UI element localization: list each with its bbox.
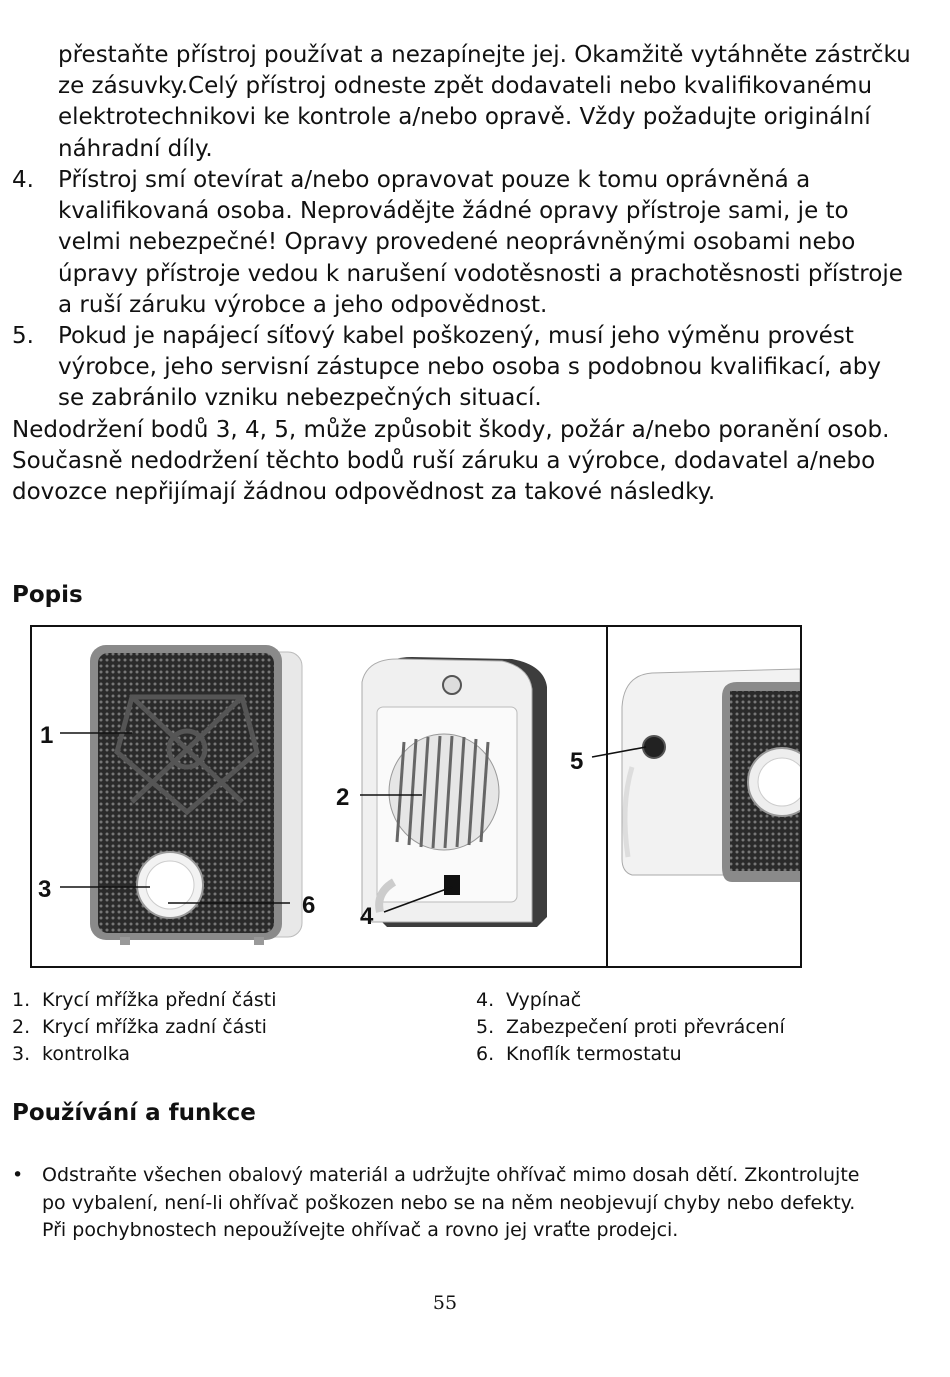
item-number: 5. [12,323,34,349]
legend-item: 3. kontrolka [12,1043,131,1065]
section-heading-description: Popis [12,582,83,608]
callout-1: 1 [40,722,54,749]
legend-item: 2. Krycí mřížka zadní části [12,1016,267,1038]
section-heading-usage: Používání a funkce [12,1100,256,1126]
item-text: Pokud je napájecí síťový kabel poškozený, musí jeho výměnu provést výrobce, jeho servisní zástupce nebo osoba s podobnou kvalifikací, aby se zabránilo vzniku nebezpečných situací. [58,323,881,412]
callout-4: 4 [360,903,374,930]
legend-left [12,987,277,1068]
front-heater-image [90,645,302,945]
bullet-icon: • [12,1164,24,1186]
callout-2: 2 [336,784,350,811]
back-heater-image [362,657,547,927]
callout-3: 3 [38,876,52,903]
callout-5: 5 [570,748,584,775]
continuation-paragraph: přestaňte přístroj používat a nezapínejte jej. Okamžitě vytáhněte zástrčku ze zásuvky.Celý přístroj odneste zpět dodavateli nebo kvalifikovanému elektrotechnikovi ke kontrole a/nebo opravě. Vždy požadujte originální náhradní díly. [58,42,911,162]
warning-paragraph: Nedodržení bodů 3, 4, 5, může způsobit škody, požár a/nebo poranění osob. Současně nedodržení těchto bodů ruší záruku a výrobce, dodavatel a/nebo dovozce nepřijímají žádnou odpovědnost za takové následky. [12,417,890,506]
tip-over-switch-icon [643,736,665,758]
callout-6: 6 [302,892,316,919]
legend-item: 4. Vypínač [476,989,582,1011]
legend-item: 5. Zabezpečení proti převrácení [476,1016,785,1038]
legend-item: 1. Krycí mřížka přední části [12,989,277,1011]
side-detail-image [607,627,800,966]
legend-item: 6. Knoflík termostatu [476,1043,682,1065]
legend-right [476,987,785,1068]
bullet-text: Odstraňte všechen obalový materiál a udržujte ohřívač mimo dosah dětí. Zkontrolujte po vybalení, není-li ohřívač poškozen nebo se na něm neobjevují chyby nebo defekty. Při pochybnostech nepoužívejte ohřívač a rovno jej vraťte prodejci. [42,1164,860,1241]
heater-illustration [32,627,800,966]
product-figure [30,625,802,968]
item-text: Přístroj smí otevírat a/nebo opravovat pouze k tomu oprávněná a kvalifikovaná osoba. Neprovádějte žádné opravy přístroje sami, je to velmi nebezpečné! Opravy provedené neoprávněnými osobami nebo úpravy přístroje vedou k narušení vodotěsnosti a prachotěsnosti přístroje a ruší záruku výrobce a jeho odpovědnost. [58,167,903,318]
power-switch-icon [444,875,460,895]
item-number: 4. [12,167,34,193]
page-number: 55 [432,1292,458,1314]
